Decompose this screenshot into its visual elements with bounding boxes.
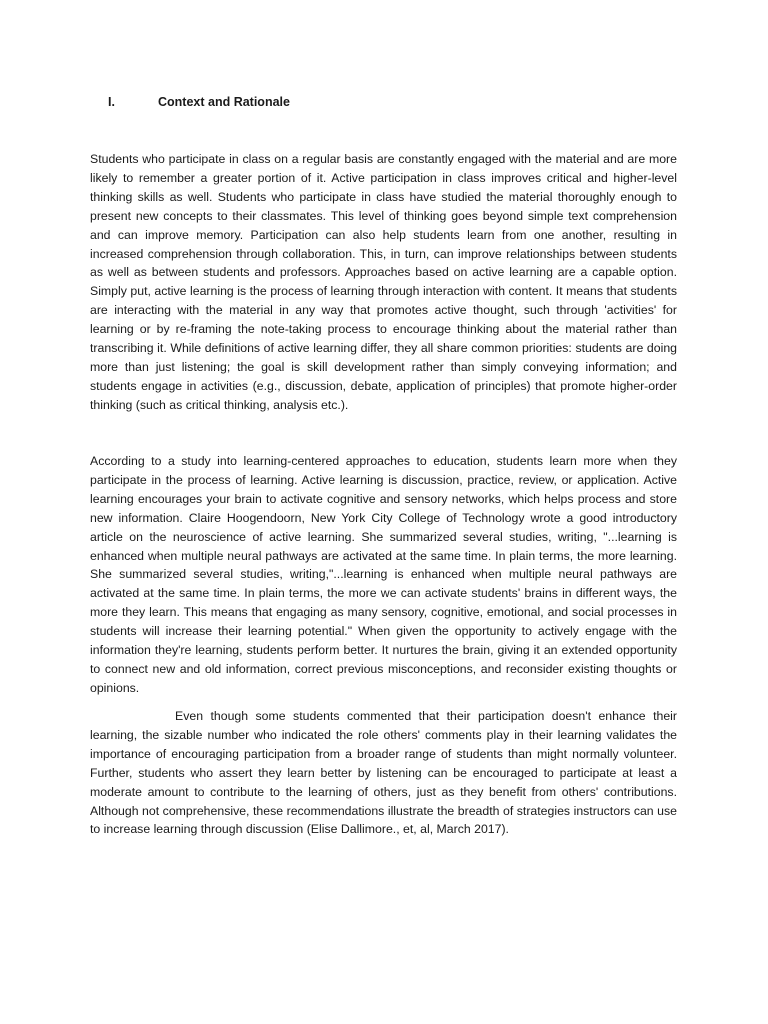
paragraph-3: Even though some students commented that their participation doesn't enhance their learning, the sizable number who indicated the role others' comments play in their learning validates the importance of encouraging participation from a broader range of students than might normally volunteer. Further, students who assert they learn better by listening can be encouraged to participate at least a moderate amount to contribute to the learning of others, just as they benefit from others' contributions. Although not comprehensive, these recommendations illustrate the breadth of strategies instructors can use to increase learning through discussion (Elise Dallimore., et, al, March 2017). [90,709,677,837]
paragraph-2: According to a study into learning-centered approaches to education, students learn more when they participate in the process of learning. Active learning is discussion, practice, review, or application. Active learning encourages your brain to activate cognitive and sensory networks, which helps process and store new information. Claire Hoogendoorn, New York City College of Technology wrote a good introductory article on the neuroscience of active learning. She summarized several studies, writing, "...learning is enhanced when multiple neural pathways are activated at the same time. In plain terms, the more learning. She summarized several studies, writing,"...learning is enhanced when multiple neural pathways are activated at the same time. In plain terms, the more we can activate students' brains in different ways, the more they learn. This means that engaging as many sensory, cognitive, emotional, and social processes in students will increase their learning potential." When given the opportunity to actively engage with the information they're learning, students perform better. It nurtures the brain, giving it an extended opportunity to connect new and old information, correct previous misconceptions, and reconsider existing thoughts or opinions. [90,454,677,695]
section-number: I. [108,95,115,109]
section-heading [108,93,290,111]
paragraph-1: Students who participate in class on a regular basis are constantly engaged with the material and are more likely to remember a greater portion of it. Active participation in class improves critical and higher-level thinking skills as well. Students who participate in class have studied the material thoroughly enough to present new concepts to their classmates. This level of thinking goes beyond simple text comprehension and can improve memory. Participation can also help students learn from one another, resulting in increased comprehension through collaboration. This, in turn, can improve relationships between students as well as between students and professors. Approaches based on active learning are a capable option. Simply put, active learning is the process of learning through interaction with content. It means that students are interacting with the material in any way that promotes active thought, such through 'activities' for learning or by re-framing the note-taking process to encourage thinking about the material rather than transcribing it. While definitions of active learning differ, they all share common priorities: students are doing more than just listening; the goal is skill development rather than simply conveying information; and students engage in activities (e.g., discussion, debate, application of principles) that promote higher-order thinking (such as critical thinking, analysis etc.). [90,152,677,412]
section-title: Context and Rationale [158,95,290,109]
